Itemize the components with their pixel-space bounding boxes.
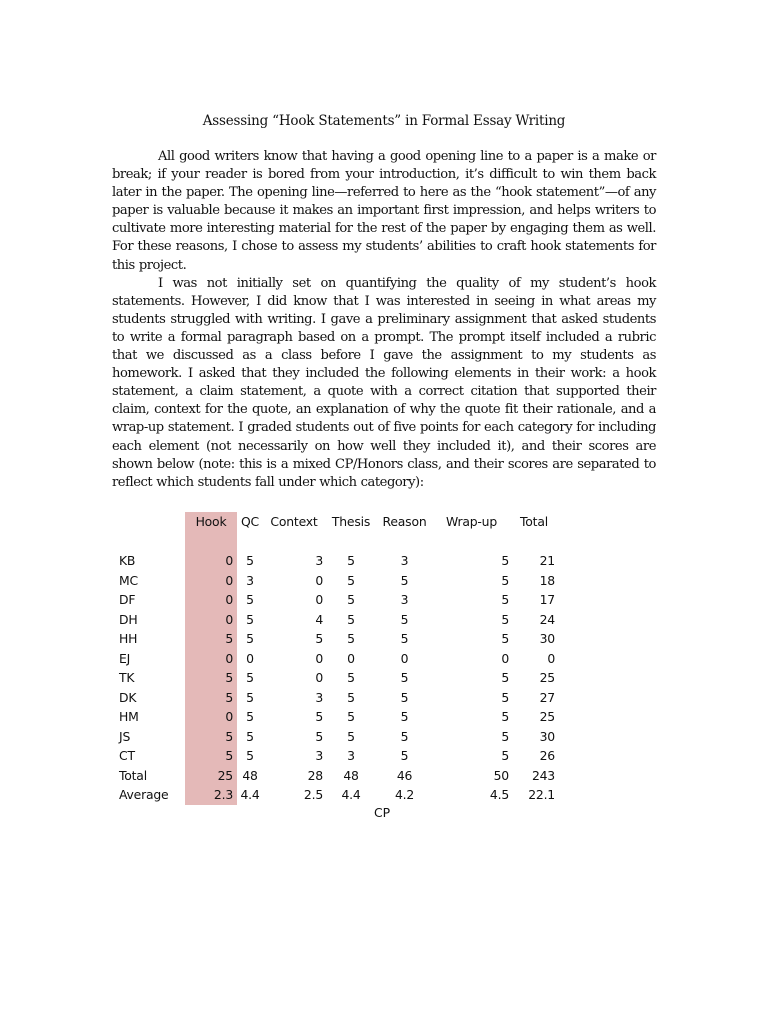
cell-context: 0 — [315, 650, 323, 666]
cell-reason: 3 — [400, 553, 409, 568]
header-hook: Hook — [185, 512, 237, 532]
cell-wrap-up: 5 — [501, 748, 509, 763]
cell-total: 30 — [539, 631, 555, 646]
cell-thesis: 5 — [347, 689, 355, 705]
cell-wrap-up: 5 — [501, 611, 509, 627]
cell-total: 24 — [539, 611, 555, 627]
cell-qc: 5 — [246, 709, 254, 724]
cell-reason: 5 — [400, 748, 409, 763]
cell-total: 21 — [539, 553, 555, 568]
cell-total: 22.1 — [528, 787, 555, 802]
cell-student: DF — [119, 592, 136, 607]
cell-reason: 5 — [400, 611, 409, 627]
table-row — [112, 649, 557, 669]
cell-total: 27 — [539, 689, 555, 705]
cell-student: HM — [119, 709, 139, 724]
cell-total: 30 — [539, 728, 555, 744]
scores-table — [112, 512, 557, 805]
table-row — [112, 746, 557, 766]
cell-hook: 0 — [185, 649, 237, 669]
cell-hook: 0 — [185, 590, 237, 610]
header-name — [112, 512, 185, 532]
cell-context: 3 — [315, 689, 323, 705]
cell-reason: 5 — [400, 728, 409, 744]
paragraph-intro: All good writers know that having a good opening line to a paper is a make or break; if your reader is bored from your introduction, it’s difficult to win them back later in the paper. The opening line—referred to here as the “hook statement”—of any paper is valuable because it makes an important first impression, and helps writers to cultivate more interesting material for the rest of the paper by engaging them as well. For these reasons, I chose to assess my students’ abilities to craft hook statements for this project. — [112, 149, 656, 273]
cell-wrap-up: 5 — [501, 670, 509, 685]
cell-context: 5 — [315, 728, 323, 744]
cell-context: 5 — [315, 631, 323, 646]
cell-wrap-up: 5 — [501, 631, 509, 646]
cell-hook: 5 — [185, 629, 237, 649]
cell-thesis: 3 — [347, 748, 355, 763]
cell-hook: 5 — [185, 746, 237, 766]
cell-total: 18 — [539, 572, 555, 588]
cell-context: 0 — [315, 572, 323, 588]
cell-qc: 5 — [246, 748, 254, 763]
cell-qc: 5 — [246, 689, 254, 705]
cell-qc: 5 — [246, 611, 254, 627]
cell-total: 25 — [539, 709, 555, 724]
cell-thesis: 48 — [343, 767, 359, 783]
cell-hook: 0 — [185, 551, 237, 571]
table-row — [112, 727, 557, 747]
header-reason: Reason — [382, 514, 427, 529]
cell-reason: 3 — [400, 592, 409, 607]
cell-thesis: 0 — [347, 650, 355, 666]
table-row — [112, 688, 557, 708]
document-title: Assessing “Hook Statements” in Formal Essay Writing — [202, 113, 566, 129]
cell-total: 0 — [547, 650, 555, 666]
header-context: Context — [270, 514, 318, 529]
cell-thesis: 5 — [347, 553, 355, 568]
table-row — [112, 668, 557, 688]
cell-total: 243 — [531, 767, 555, 783]
cell-thesis: 5 — [347, 631, 355, 646]
table-caption: CP — [374, 805, 391, 820]
cell-qc: 0 — [246, 650, 254, 666]
document-body — [112, 148, 656, 492]
cell-context: 3 — [315, 748, 323, 763]
cell-hook: 0 — [185, 707, 237, 727]
table-row — [112, 785, 557, 805]
cell-student: HH — [119, 631, 138, 646]
cell-reason: 5 — [400, 689, 409, 705]
cell-student: KB — [119, 553, 136, 568]
cell-wrap-up: 4.5 — [489, 787, 509, 802]
cell-context: 2.5 — [303, 787, 323, 802]
cell-reason: 5 — [400, 631, 409, 646]
header-qc: QC — [240, 514, 259, 529]
cell-context: 0 — [315, 670, 323, 685]
cell-wrap-up: 0 — [501, 650, 509, 666]
table-header-row — [112, 512, 557, 532]
cell-thesis: 5 — [347, 572, 355, 588]
cell-hook: 0 — [185, 571, 237, 591]
cell-student: EJ — [119, 650, 131, 666]
cell-thesis: 5 — [347, 728, 355, 744]
cell-hook: 25 — [185, 766, 237, 786]
header-thesis: Thesis — [331, 514, 371, 529]
table-row — [112, 571, 557, 591]
cell-thesis: 5 — [347, 611, 355, 627]
table-row — [112, 629, 557, 649]
cell-qc: 5 — [246, 553, 254, 568]
cell-context: 3 — [315, 553, 323, 568]
cell-student: MC — [119, 572, 138, 588]
cell-student: DK — [119, 689, 137, 705]
cell-qc: 4.4 — [240, 787, 260, 802]
cell-student: JS — [119, 728, 131, 744]
cell-reason: 5 — [400, 709, 409, 724]
cell-wrap-up: 5 — [501, 689, 509, 705]
cell-qc: 3 — [246, 572, 254, 588]
cell-hook: 0 — [185, 610, 237, 630]
header-total: Total — [520, 514, 548, 529]
cell-wrap-up: 50 — [493, 767, 509, 783]
cell-student: DH — [119, 611, 138, 627]
cell-total: 25 — [539, 670, 555, 685]
cell-qc: 5 — [246, 631, 254, 646]
cell-qc: 5 — [246, 728, 254, 744]
table-spacer-row — [112, 532, 557, 551]
cell-student: Total — [119, 767, 147, 783]
table-row — [112, 707, 557, 727]
cell-wrap-up: 5 — [501, 709, 509, 724]
cell-wrap-up: 5 — [501, 592, 509, 607]
cell-hook: 5 — [185, 668, 237, 688]
table-row — [112, 551, 557, 571]
cell-qc: 5 — [246, 670, 254, 685]
cell-reason: 0 — [400, 650, 409, 666]
cell-wrap-up: 5 — [501, 572, 509, 588]
cell-wrap-up: 5 — [501, 553, 509, 568]
cell-reason: 4.2 — [394, 787, 415, 802]
cell-thesis: 4.4 — [341, 787, 361, 802]
cell-context: 5 — [315, 709, 323, 724]
cell-hook: 2.3 — [185, 785, 237, 805]
cell-context: 28 — [307, 767, 323, 783]
table-row — [112, 610, 557, 630]
table-row — [112, 766, 557, 786]
cell-reason: 46 — [396, 767, 413, 783]
cell-thesis: 5 — [347, 709, 355, 724]
table-body — [112, 532, 557, 805]
cell-reason: 5 — [400, 572, 409, 588]
cell-qc: 48 — [242, 767, 258, 783]
cell-thesis: 5 — [347, 670, 355, 685]
cell-total: 26 — [539, 748, 555, 763]
cell-hook: 5 — [185, 688, 237, 708]
cell-student: TK — [119, 670, 135, 685]
cell-total: 17 — [539, 592, 555, 607]
cell-wrap-up: 5 — [501, 728, 509, 744]
cell-context: 4 — [315, 611, 323, 627]
cell-reason: 5 — [400, 670, 409, 685]
cell-qc: 5 — [246, 592, 254, 607]
table-row — [112, 590, 557, 610]
header-wrap-up: Wrap-up — [445, 514, 498, 529]
paragraph-method: I was not initially set on quantifying the quality of my student’s hook statements. However, I did know that I was interested in seeing in what areas my students struggled with writing. I gave a preliminary assignment that asked students to write a formal paragraph based on a prompt. The prompt itself included a rubric that we discussed as a class before I gave the assignment to my students as homework. I asked that they included the following elements in their work: a hook statement, a claim statement, a quote with a correct citation that supported their claim, context for the quote, an explanation of why the quote fit their rationale, and a wrap-up statement. I graded students out of five points for each category for including each element (not necessarily on how well they included it), and their scores are shown below (note: this is a mixed CP/Honors class, and their scores are separated to reflect which students fall under which category): — [112, 275, 656, 490]
cell-student: CT — [119, 748, 135, 763]
cell-hook: 5 — [185, 727, 237, 747]
cell-context: 0 — [315, 592, 323, 607]
cell-thesis: 5 — [347, 592, 355, 607]
cell-student: Average — [119, 787, 169, 802]
